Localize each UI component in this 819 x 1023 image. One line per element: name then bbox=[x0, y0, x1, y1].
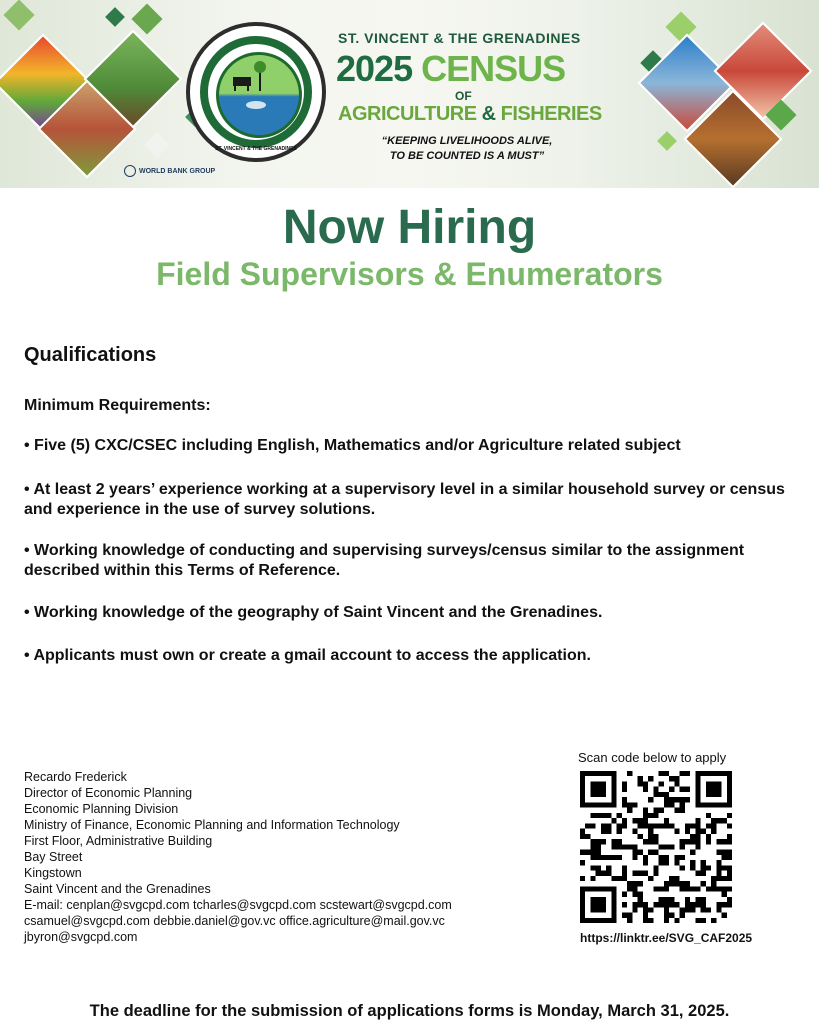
census-word: CENSUS bbox=[421, 48, 566, 89]
requirement-item: • At least 2 years’ experience working at a supervisory level in a similar household survey or census and experience in the use of survey solutions. bbox=[24, 481, 785, 518]
decorative-tile bbox=[3, 0, 34, 31]
qualifications-heading: Qualifications bbox=[24, 344, 157, 366]
globe-icon bbox=[124, 165, 136, 177]
contact-line: Bay Street bbox=[24, 850, 83, 864]
world-bank-text: WORLD BANK GROUP bbox=[139, 167, 216, 175]
world-bank-logo bbox=[124, 165, 215, 177]
contact-line: Ministry of Finance, Economic Planning and Information Technology bbox=[24, 818, 400, 832]
scan-instruction: Scan code below to apply bbox=[578, 750, 727, 765]
agriculture-word: AGRICULTURE bbox=[338, 103, 477, 125]
year: 2025 bbox=[336, 48, 413, 89]
contact-email-line[interactable]: E-mail: cenplan@svgcpd.com tcharles@svgcpd.com scstewart@svgcpd.com bbox=[24, 898, 452, 912]
seal-bottom-text: ST. VINCENT & THE GRENADINES bbox=[215, 146, 297, 152]
qr-code-icon bbox=[580, 771, 732, 923]
contact-email-line[interactable]: jbyron@svgcpd.com bbox=[24, 930, 138, 944]
ministry-seal-logo bbox=[186, 22, 326, 162]
requirement-item: • Working knowledge of conducting and supervising surveys/census similar to the assignment described within this Terms of Reference. bbox=[24, 542, 745, 579]
contact-line: Director of Economic Planning bbox=[24, 786, 193, 800]
requirement-item: • Working knowledge of the geography of Saint Vincent and the Grenadines. bbox=[24, 604, 603, 621]
decorative-tile bbox=[131, 3, 162, 34]
qr-code[interactable] bbox=[580, 771, 732, 923]
page-title: Now Hiring bbox=[282, 201, 537, 254]
header-banner bbox=[0, 0, 819, 188]
decorative-tile bbox=[657, 131, 677, 151]
contact-line: Saint Vincent and the Grenadines bbox=[24, 882, 211, 896]
fisheries-word: FISHERIES bbox=[500, 103, 602, 125]
decorative-tile bbox=[105, 7, 125, 27]
deadline-notice: The deadline for the submission of applications forms is Monday, March 31, 2025. bbox=[89, 1002, 730, 1020]
decorative-tile bbox=[144, 132, 169, 157]
apply-link[interactable]: https://linktr.ee/SVG_CAF2025 bbox=[580, 931, 753, 945]
slogan-line1: “KEEPING LIVELIHOODS ALIVE, bbox=[381, 135, 553, 147]
amp-word: & bbox=[481, 103, 496, 125]
contact-block bbox=[24, 769, 452, 945]
census-year-title bbox=[336, 48, 565, 90]
census-of: OF bbox=[455, 89, 472, 103]
contact-line: Kingstown bbox=[24, 866, 82, 880]
cow-and-plant-icon bbox=[219, 55, 293, 129]
slogan-line2: TO BE COUNTED IS A MUST” bbox=[389, 150, 545, 162]
requirement-item: • Applicants must own or create a gmail account to access the application. bbox=[24, 647, 591, 664]
page-subtitle: Field Supervisors & Enumerators bbox=[156, 256, 663, 292]
slogan bbox=[372, 134, 562, 164]
census-subtitle bbox=[338, 103, 602, 126]
contact-line: Recardo Frederick bbox=[24, 770, 127, 784]
requirement-item: • Five (5) CXC/CSEC including English, Mathematics and/or Agriculture related subject bbox=[24, 437, 681, 454]
country-line: ST. VINCENT & THE GRENADINES bbox=[338, 30, 581, 46]
minimum-requirements-label: Minimum Requirements: bbox=[24, 397, 211, 414]
contact-email-line[interactable]: csamuel@svgcpd.com debbie.daniel@gov.vc office.agriculture@mail.gov.vc bbox=[24, 914, 445, 928]
contact-line: First Floor, Administrative Building bbox=[24, 834, 213, 848]
contact-line: Economic Planning Division bbox=[24, 802, 179, 816]
seal-emblem bbox=[216, 52, 302, 138]
